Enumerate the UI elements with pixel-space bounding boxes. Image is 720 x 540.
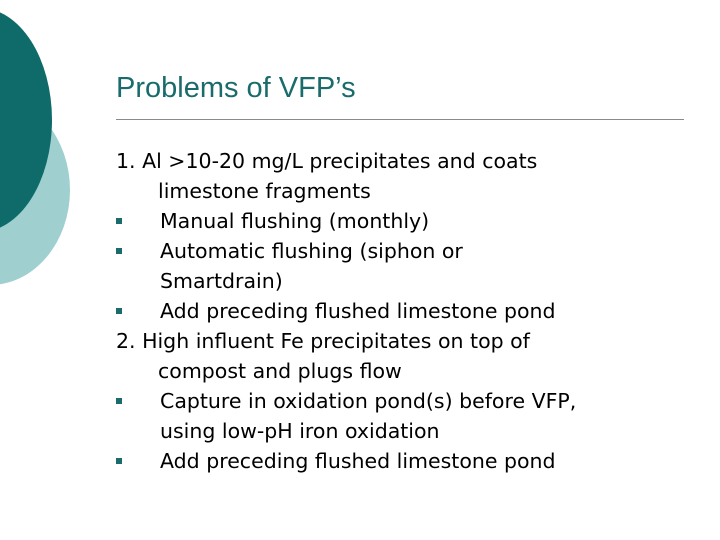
sub-bullet-text: Add preceding flushed limestone pond	[160, 449, 556, 473]
sub-bullet	[116, 446, 696, 476]
slide-body	[116, 146, 696, 476]
title-divider	[116, 119, 684, 120]
list-item-2-continuation	[116, 356, 696, 386]
list-item-1	[116, 146, 696, 176]
sub-bullet-text: Capture in oxidation pond(s) before VFP,	[160, 389, 577, 413]
slide-title: Problems of VFP’s	[116, 72, 356, 104]
sub-bullet-continuation	[116, 266, 696, 296]
list-item-text: 1. Al >10-20 mg/L precipitates and coats	[116, 149, 538, 173]
square-bullet-icon	[116, 248, 122, 254]
list-item-2	[116, 326, 696, 356]
sub-bullet	[116, 206, 696, 236]
sub-bullet-text: using low-pH iron oxidation	[160, 419, 440, 443]
sub-bullet-text: Smartdrain)	[160, 269, 283, 293]
list-item-1-continuation	[116, 176, 696, 206]
list-item-text: 2. High influent Fe precipitates on top of	[116, 329, 530, 353]
sub-bullet	[116, 236, 696, 266]
sub-bullet-continuation	[116, 416, 696, 446]
sub-bullet-text: Manual flushing (monthly)	[160, 209, 430, 233]
sub-bullet	[116, 296, 696, 326]
square-bullet-icon	[116, 398, 122, 404]
sub-bullet-text: Automatic flushing (siphon or	[160, 239, 463, 263]
sub-bullet	[116, 386, 696, 416]
square-bullet-icon	[116, 308, 122, 314]
square-bullet-icon	[116, 218, 122, 224]
sub-bullet-text: Add preceding flushed limestone pond	[160, 299, 556, 323]
list-item-text: limestone fragments	[158, 179, 371, 203]
square-bullet-icon	[116, 458, 122, 464]
decorative-circles	[0, 0, 120, 300]
list-item-text: compost and plugs flow	[158, 359, 402, 383]
